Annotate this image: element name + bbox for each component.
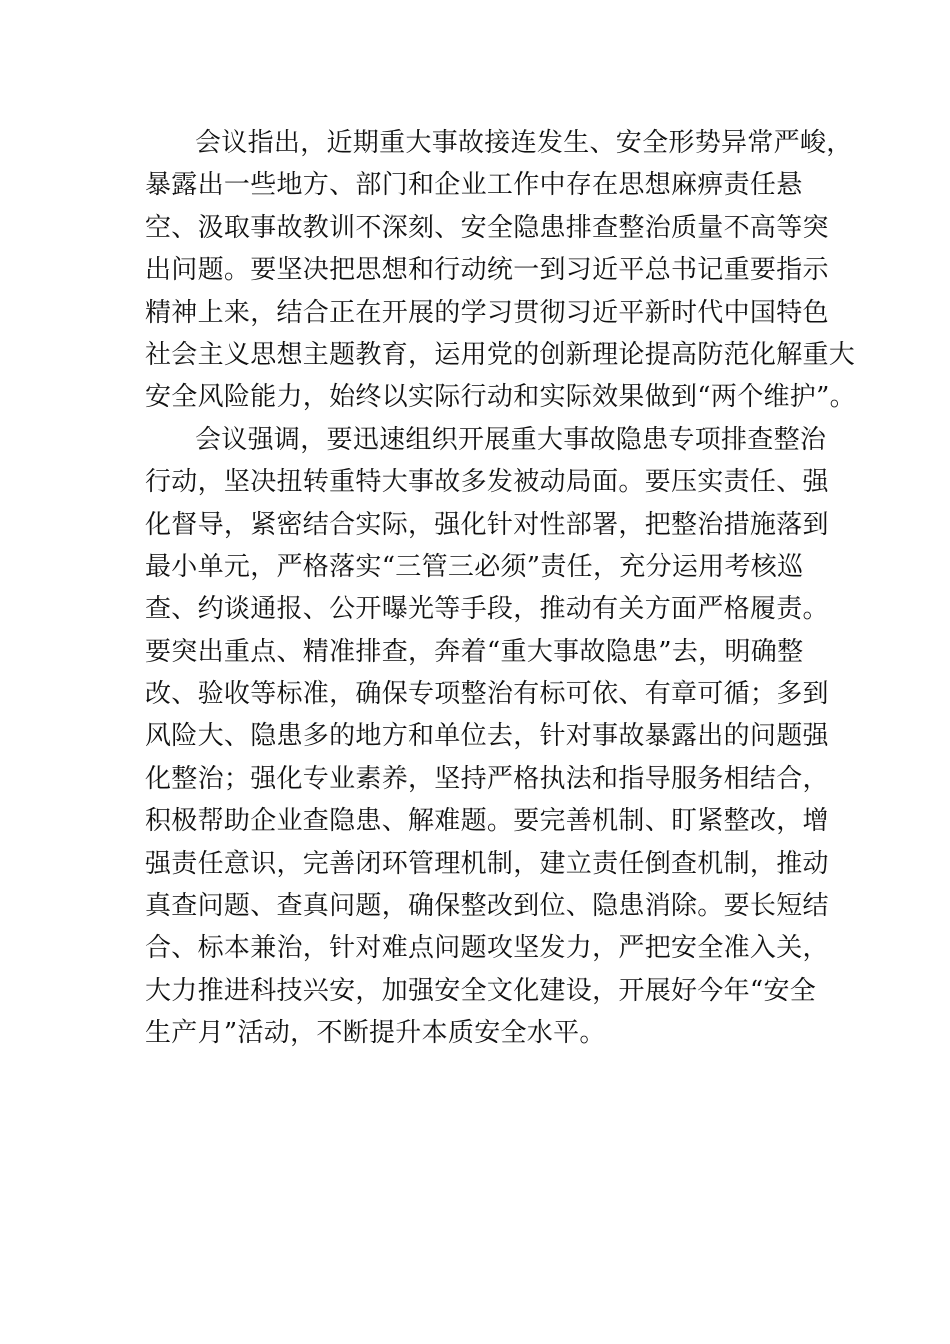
text-line: 化督导，紧密结合实际，强化针对性部署，把整治措施落到 — [145, 509, 829, 540]
text-line: 最小单元，严格落实“三管三必须”责任，充分运用考核巡 — [145, 551, 804, 582]
text-line: 出问题。要坚决把思想和行动统一到习近平总书记重要指示 — [145, 255, 829, 286]
text-line: 强责任意识，完善闭环管理机制，建立责任倒查机制，推动 — [145, 848, 829, 879]
text-line: 改、验收等标准，确保专项整治有标可依、有章可循；多到 — [145, 679, 829, 710]
text-line: 积极帮助企业查隐患、解难题。要完善机制、盯紧整改，增 — [145, 806, 829, 837]
text-line: 精神上来，结合正在开展的学习贯彻习近平新时代中国特色 — [145, 297, 829, 328]
text-line: 会议指出，近期重大事故接连发生、安全形势异常严峻， — [195, 128, 853, 158]
text-line: 大力推进科技兴安，加强安全文化建设，开展好今年“安全 — [145, 975, 817, 1006]
text-line: 真查问题、查真问题，确保整改到位、隐患消除。要长短结 — [145, 891, 829, 922]
text-line: 空、汲取事故教训不深刻、安全隐患排查整治质量不高等突 — [145, 212, 829, 243]
text-line: 生产月”活动，不断提升本质安全水平。 — [145, 1018, 606, 1049]
text-line: 暴露出一些地方、部门和企业工作中存在思想麻痹责任悬 — [145, 170, 803, 201]
text-line: 会议强调，要迅速组织开展重大事故隐患专项排查整治 — [195, 424, 827, 455]
text-line: 安全风险能力，始终以实际行动和实际效果做到“两个维护”。 — [145, 382, 856, 413]
text-line: 风险大、隐患多的地方和单位去，针对事故暴露出的问题强 — [145, 721, 829, 752]
paragraph-meeting-pointed-out — [145, 122, 856, 419]
paragraph-meeting-emphasized — [145, 419, 845, 1055]
text-line: 化整治；强化专业素养，坚持严格执法和指导服务相结合， — [145, 763, 829, 794]
text-line: 社会主义思想主题教育，运用党的创新理论提高防范化解重大 — [145, 339, 856, 370]
text-line: 合、标本兼治，针对难点问题攻坚发力，严把安全准入关， — [145, 933, 829, 964]
text-line: 要突出重点、精准排查，奔着“重大事故隐患”去，明确整 — [145, 636, 804, 667]
text-line: 查、约谈通报、公开曝光等手段，推动有关方面严格履责。 — [145, 594, 829, 625]
text-line: 行动，坚决扭转重特大事故多发被动局面。要压实责任、强 — [145, 467, 829, 498]
document-body — [145, 122, 856, 1055]
